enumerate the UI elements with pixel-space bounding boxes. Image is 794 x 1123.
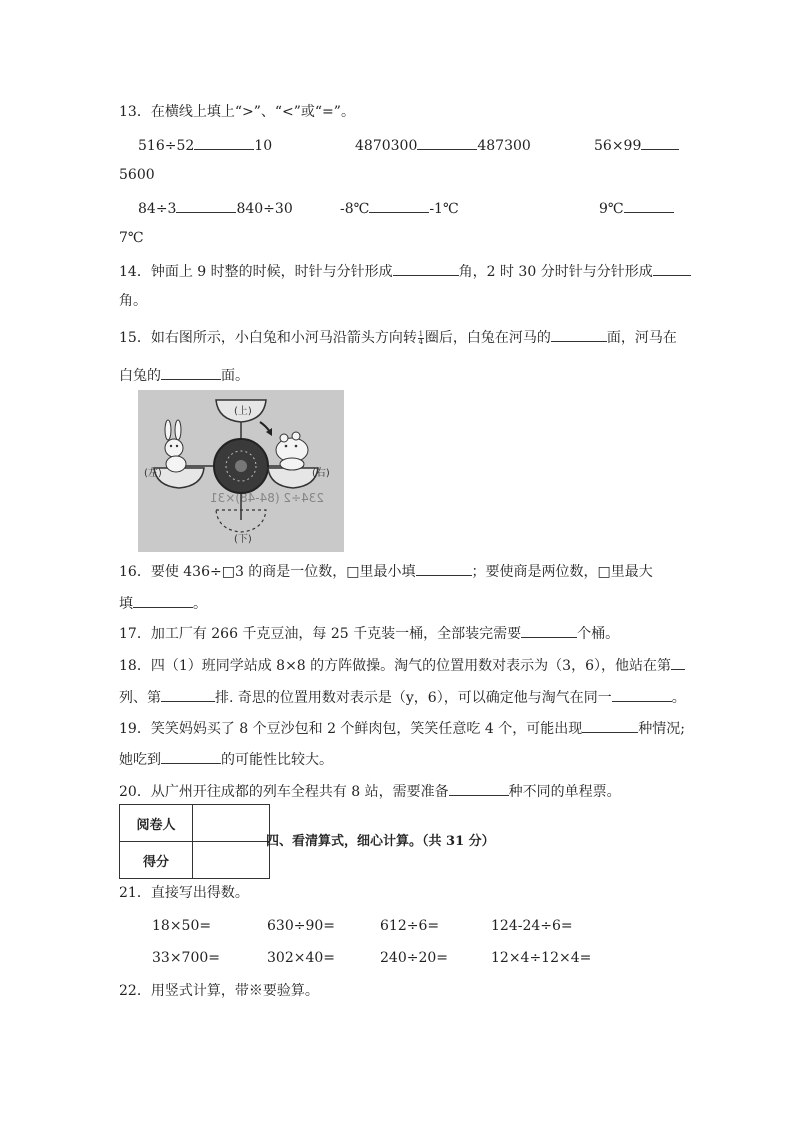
q13-item-2 — [355, 134, 531, 156]
q16-text: 16．要使 436÷□3 的商是一位数，□里最小填 — [119, 564, 416, 580]
answer-blank[interactable] — [369, 197, 429, 213]
label-right: (右) — [312, 468, 330, 479]
q13-expr: -1℃ — [429, 201, 459, 217]
q22-stem: 22．用竖式计算，带※要验算。 — [119, 983, 319, 999]
q21-stem: 21．直接写出得数。 — [119, 885, 249, 901]
q15 — [119, 326, 677, 348]
q21-expr: 630÷90= — [267, 918, 335, 934]
score-label: 得分 — [120, 842, 193, 879]
q21-expr: 302×40= — [267, 950, 335, 966]
q17-text: 17．加工厂有 266 千克豆油，每 25 千克装一桶，全部装完需要 — [119, 626, 522, 642]
q13-item-5 — [340, 197, 459, 219]
answer-blank[interactable] — [671, 654, 685, 670]
q13-expr: 840÷30 — [236, 201, 293, 217]
q13-item-6 — [599, 197, 674, 219]
q20 — [119, 780, 621, 802]
q21-expr: 612÷6= — [380, 918, 440, 934]
reviewer-field[interactable] — [193, 805, 270, 842]
q13-expr: 4870300 — [355, 138, 418, 154]
q13-expr: 516÷52 — [138, 138, 195, 154]
q17 — [119, 622, 619, 644]
q16-text: 。 — [193, 596, 207, 612]
answer-blank[interactable] — [161, 748, 221, 764]
answer-blank[interactable] — [582, 717, 638, 733]
answer-blank[interactable] — [133, 592, 193, 608]
rotation-figure-drawing — [138, 390, 344, 552]
q17-text: 个桶。 — [577, 626, 620, 642]
q18-text: 。 — [671, 690, 686, 706]
q19-text: 的可能性比较大。 — [221, 752, 333, 768]
answer-blank[interactable] — [551, 326, 607, 342]
answer-blank[interactable] — [194, 134, 254, 150]
q18-text: 列、第 — [119, 690, 161, 706]
q19-text: 19．笑笑妈妈买了 8 个豆沙包和 2 个鲜肉包，笑笑任意吃 4 个，可能出现 — [119, 721, 583, 737]
score-table — [119, 804, 270, 879]
q15-text: 面。 — [221, 368, 249, 384]
answer-blank[interactable] — [521, 622, 577, 638]
q18 — [119, 654, 685, 676]
rabbit-icon — [165, 420, 186, 472]
q18-text: 18．四（1）班同学站成 8×8 的方阵做操。淘气的位置用数对表示为（3，6），他站在第 — [119, 658, 671, 674]
svg-text:234÷2 (84-48)×31: 234÷2 (84-48)×31 — [210, 491, 324, 505]
q19-wrap — [119, 748, 333, 770]
answer-blank[interactable] — [416, 560, 472, 576]
label-bottom: (下) — [234, 534, 252, 545]
q18-wrap — [119, 686, 686, 708]
q13-item-1 — [138, 134, 272, 156]
q13-item-3 — [594, 134, 679, 156]
q13-item-6-wrap: 7℃ — [119, 230, 144, 246]
answer-blank[interactable] — [176, 197, 236, 213]
q16-text: 填 — [119, 596, 133, 612]
q19-text: 她吃到 — [119, 752, 161, 768]
answer-blank[interactable] — [653, 260, 691, 276]
q16-text: ；要使商是两位数，□里最大 — [471, 564, 653, 580]
answer-blank[interactable] — [641, 134, 679, 150]
q13-item-4 — [138, 197, 293, 219]
q20-text: 种不同的单程票。 — [508, 784, 621, 800]
reviewer-label: 阅卷人 — [120, 805, 193, 842]
q13-expr: -8℃ — [340, 201, 370, 217]
answer-blank[interactable] — [393, 260, 459, 276]
q21-expr: 124-24÷6= — [491, 918, 573, 934]
q13-expr: 56×99 — [594, 138, 642, 154]
label-left: (左) — [144, 468, 162, 479]
q21-expr: 18×50= — [152, 918, 212, 934]
q15-text: 白兔的 — [119, 368, 161, 384]
q18-text: 排. 奇思的位置用数对表示是（y，6），可以确定他与淘气在同一 — [215, 690, 612, 706]
answer-blank[interactable] — [624, 197, 674, 213]
label-top: (上) — [234, 406, 252, 417]
q13-expr: 84÷3 — [138, 201, 177, 217]
q20-text: 20．从广州开往成都的列车全程共有 8 站，需要准备 — [119, 784, 449, 800]
answer-blank[interactable] — [161, 686, 215, 702]
q15-text: 15．如右图所示，小白兔和小河马沿箭头方向转 — [119, 330, 417, 346]
cup-right-icon — [268, 468, 318, 488]
q16 — [119, 560, 653, 582]
q14-text: 角，2 时 30 分时针与分针形成 — [458, 264, 653, 280]
q19 — [119, 717, 685, 739]
fraction-one-quarter: $\frac{1}{4}$ — [418, 329, 424, 346]
q14 — [119, 260, 691, 282]
q13-expr: 9℃ — [599, 201, 624, 217]
q21-expr: 240÷20= — [380, 950, 448, 966]
q21-expr: 33×700= — [152, 950, 220, 966]
q13-expr: 487300 — [477, 138, 531, 154]
rotation-figure — [138, 390, 344, 552]
mirrored-handwriting — [210, 491, 324, 505]
answer-blank[interactable] — [612, 686, 672, 702]
q14-wrap: 角。 — [119, 293, 147, 309]
q21-expr: 12×4÷12×4= — [491, 950, 592, 966]
q15-text: 面，河马在 — [606, 330, 677, 346]
q13-expr: 10 — [254, 138, 273, 154]
score-field[interactable] — [193, 842, 270, 879]
q15-text: 圈后，白兔在河马的 — [424, 330, 551, 346]
hippo-icon — [276, 432, 308, 470]
q13-stem: 13．在横线上填上“>”、“<”或“=”。 — [119, 104, 355, 120]
q19-text: 种情况; — [638, 721, 685, 737]
section-4-title: 四、看清算式，细心计算。（共 31 分） — [266, 834, 495, 849]
answer-blank[interactable] — [449, 780, 509, 796]
q13-item-3-wrap: 5600 — [119, 167, 155, 183]
answer-blank[interactable] — [161, 364, 221, 380]
q16-wrap — [119, 592, 207, 614]
q14-text: 14．钟面上 9 时整的时候，时针与分针形成 — [119, 264, 393, 280]
answer-blank[interactable] — [417, 134, 477, 150]
q15-wrap — [119, 364, 249, 386]
